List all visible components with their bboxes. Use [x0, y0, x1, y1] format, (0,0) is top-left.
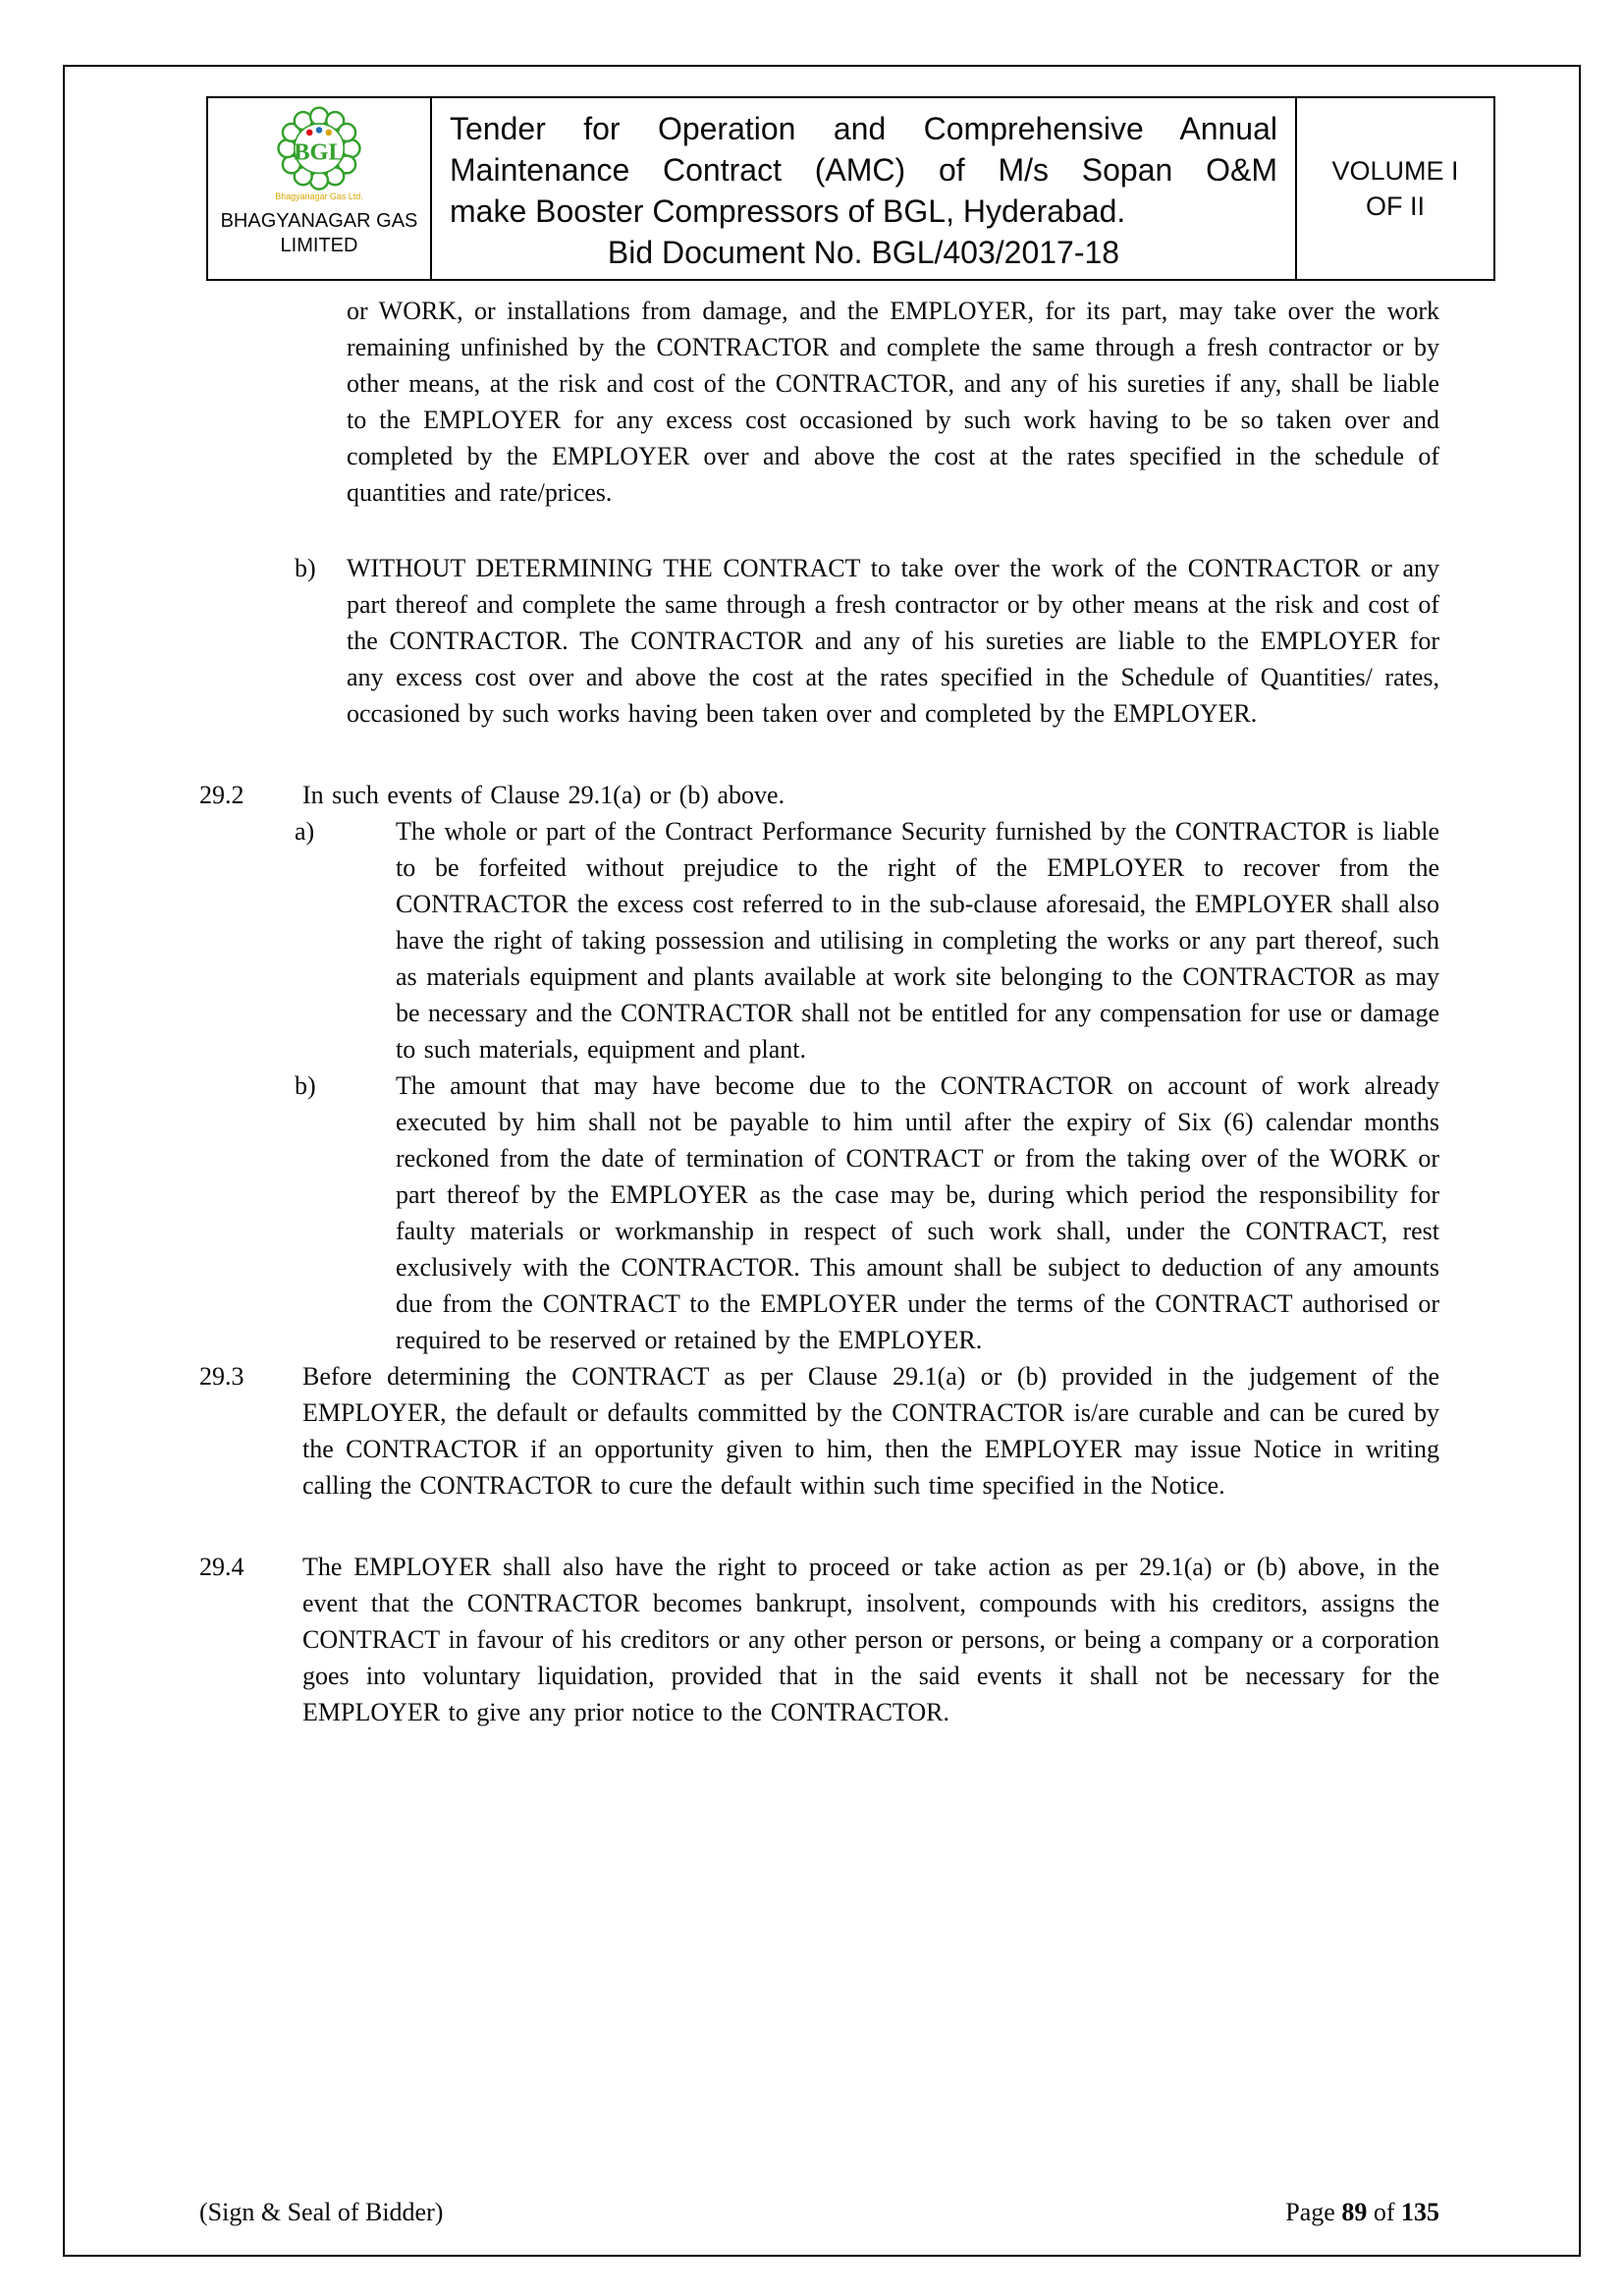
item-text: WITHOUT DETERMINING THE CONTRACT to take over the work of the CONTRACTOR or any part thereof and complete the same through a fresh contractor or by other means at the risk and cost of the CONTRACTOR. The CONTRACTOR and any of his sureties are liable to the EMPLOYER for any excess cost over and above the cost at the rates specified in the Schedule of Quantities/ rates, occasioned by such works having been taken over and completed by the EMPLOYER. [347, 554, 1439, 728]
bid-document-number: Bid Document No. BGL/403/2017-18 [607, 235, 1120, 270]
company-name: BHAGYANAGAR GAS LIMITED [220, 210, 418, 257]
page-number: 89 [1341, 2198, 1368, 2226]
logo-initials: BGL [294, 138, 345, 166]
company-logo [208, 98, 432, 279]
logo-gear-icon [259, 102, 379, 207]
tender-title-line-2: Maintenance Contract (AMC) of M/s Sopan O&M [450, 152, 1277, 188]
of-word: of [1373, 2198, 1395, 2226]
document-header [206, 96, 1495, 281]
clause-text: The EMPLOYER shall also have the right to proceed or take action as per 29.1(a) or (b) above, in the event that the CONTRACTOR becomes bankrupt, insolvent, compounds with his creditors, assigns the CONTRACT in favour of his creditors or any other person or persons, or being a company or a corporation goes into voluntary liquidation, provided that in the said events it shall not be necessary for the EMPLOYER to give any prior notice to the CONTRACTOR. [302, 1553, 1439, 1726]
tender-title-line-1: Tender for Operation and Comprehensive Annual [450, 111, 1277, 146]
clause-text: Before determining the CONTRACT as per Clause 29.1(a) or (b) provided in the judgement of the EMPLOYER, the default or defaults committed by the CONTRACTOR is/are curable and can be cured by the CONTRACTOR if an opportunity given to him, then the EMPLOYER may issue Notice in writing calling the CONTRACTOR to cure the default within such time specified in the Notice. [302, 1362, 1439, 1500]
logo-blue-dot [316, 127, 323, 134]
document-body [199, 293, 1439, 1730]
clause-number: 29.3 [199, 1362, 244, 1391]
clause-text: In such events of Clause 29.1(a) or (b) above. [302, 781, 785, 809]
logo-red-dot [306, 130, 313, 137]
clause-29-2-item-b [199, 1067, 1439, 1358]
page-footer [199, 2198, 1439, 2227]
clause-29-2-item-a [199, 813, 1439, 1067]
item-label: b) [295, 554, 316, 582]
tender-title-line-3: make Booster Compressors of BGL, Hyderabad. [450, 193, 1126, 229]
page-indicator [1285, 2198, 1439, 2227]
item-text: The amount that may have become due to the CONTRACTOR on account of work already executed by him shall not be payable to him until after the expiry of Six (6) calendar months reckoned from the date of termination of CONTRACT or from the taking over of the WORK or part thereof by the EMPLOYER as the case may be, during which period the responsibility for faulty materials or workmanship in respect of such work shall, under the CONTRACT, rest exclusively with the CONTRACTOR. This amount shall be subject to deduction of any amounts due from the CONTRACT to the EMPLOYER under the terms of the CONTRACT authorised or required to be reserved or retained by the EMPLOYER. [396, 1071, 1439, 1354]
item-text: The whole or part of the Contract Performance Security furnished by the CONTRACTOR is liable to be forfeited without prejudice to the right of the EMPLOYER to recover from the CONTRACTOR the excess cost referred to in the sub-clause aforesaid, the EMPLOYER shall also have the right of taking possession and utilising in completing the works or any part thereof, such as materials equipment and plants available at work site belonging to the CONTRACTOR as may be necessary and the CONTRACTOR shall not be entitled for any compensation for use or damage to such materials, equipment and plant. [396, 817, 1439, 1064]
clause-29-2-heading [199, 777, 1439, 813]
clause-number: 29.4 [199, 1553, 244, 1581]
page-word: Page [1285, 2198, 1335, 2226]
clause-29-4 [199, 1549, 1439, 1730]
logo-small-text: Bhagyanagar Gas Ltd. [275, 191, 363, 202]
clause-number: 29.2 [199, 781, 244, 809]
logo-gold-dot [326, 130, 333, 137]
item-label: b) [295, 1071, 316, 1100]
clause-29-1-item-b [199, 550, 1439, 732]
clause-29-3 [199, 1358, 1439, 1503]
continuation-paragraph: or WORK, or installations from damage, and the EMPLOYER, for its part, may take over the work remaining unfinished by the CONTRACTOR and complete the same through a fresh contractor or by other means, at the risk and cost of the CONTRACTOR, and any of his sureties if any, shall be liable to the EMPLOYER for any excess cost occasioned by such work having to be so taken over and completed by the EMPLOYER over and above the cost at the rates specified in the schedule of quantities and rate/prices. [347, 297, 1439, 507]
total-pages: 135 [1401, 2198, 1439, 2226]
sign-seal-label: (Sign & Seal of Bidder) [199, 2198, 444, 2226]
item-label: a) [295, 817, 315, 846]
tender-title [432, 98, 1297, 279]
volume-label [1297, 98, 1493, 279]
volume-line-2: OF II [1366, 191, 1425, 221]
volume-line-1: VOLUME I [1331, 156, 1459, 186]
